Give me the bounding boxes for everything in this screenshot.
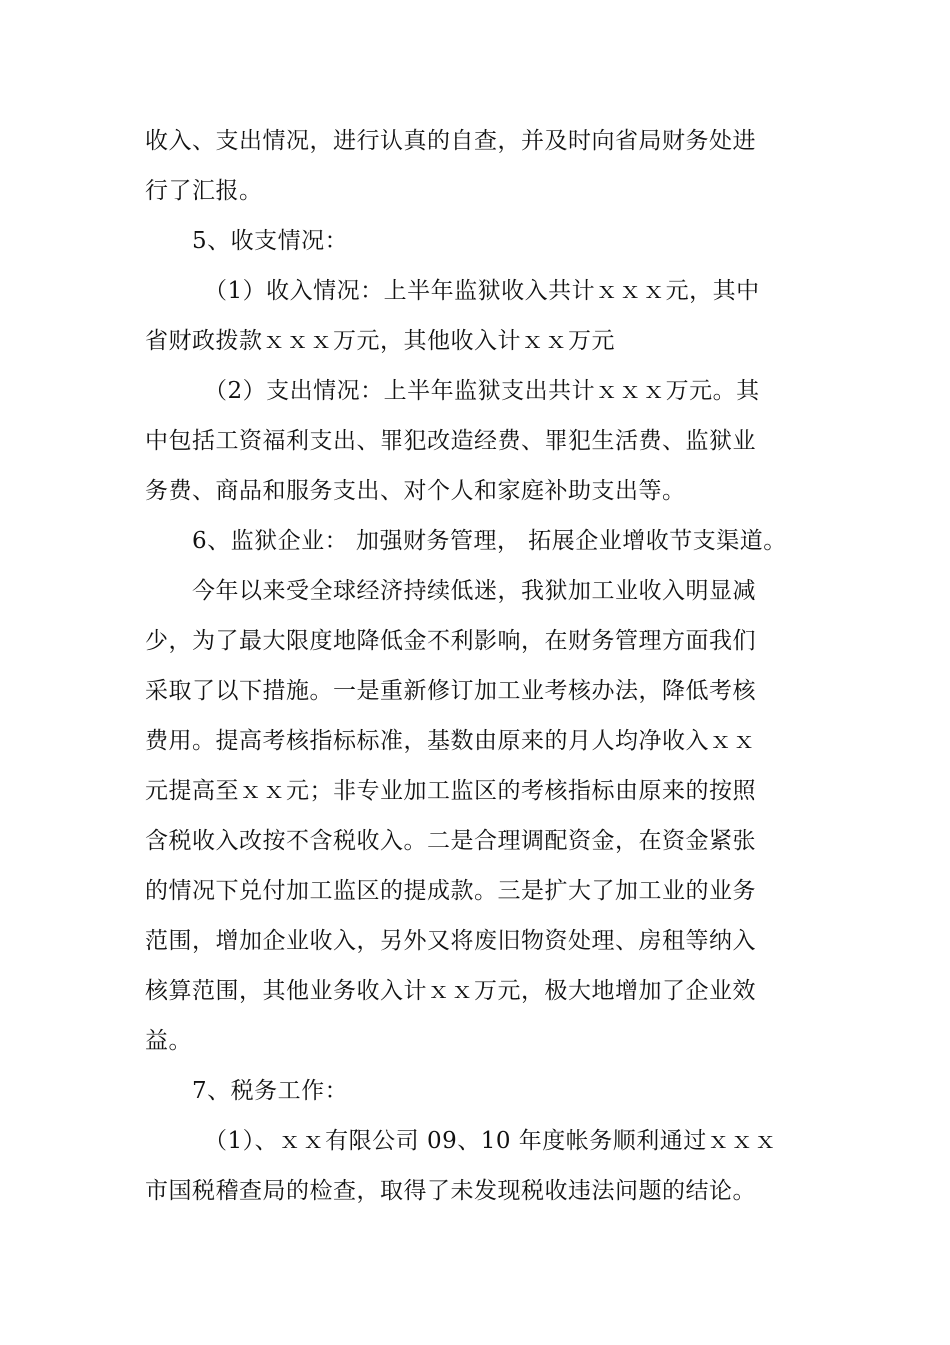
paragraph-line: 中包括工资福利支出、罪犯改造经费、罪犯生活费、监狱业 xyxy=(145,428,756,454)
section-heading: 7、税务工作： xyxy=(192,1078,349,1104)
paragraph-line: 益。 xyxy=(145,1028,192,1054)
paragraph-line: 行了汇报。 xyxy=(145,178,263,204)
paragraph-line: 含税收入改按不含税收入。二是合理调配资金，在资金紧张 xyxy=(145,828,756,854)
paragraph-line: 今年以来受全球经济持续低迷，我狱加工业收入明显减 xyxy=(192,578,756,604)
section-heading: 5、收支情况： xyxy=(192,228,349,254)
paragraph-line: 收入、支出情况，进行认真的自查，并及时向省局财务处进 xyxy=(145,128,756,154)
paragraph-line: 务费、商品和服务支出、对个人和家庭补助支出等。 xyxy=(145,478,686,504)
paragraph-line: 的情况下兑付加工监区的提成款。三是扩大了加工业的业务 xyxy=(145,878,756,904)
paragraph-line: 采取了以下措施。一是重新修订加工业考核办法，降低考核 xyxy=(145,678,756,704)
paragraph-line: 费用。提高考核指标标准，基数由原来的月人均净收入ｘｘ xyxy=(145,728,756,754)
paragraph-line: 少，为了最大限度地降低金不利影响，在财务管理方面我们 xyxy=(145,628,756,654)
paragraph-line: （2）支出情况：上半年监狱支出共计ｘｘｘ万元。其 xyxy=(204,378,760,404)
paragraph-line: 市国税稽查局的检查，取得了未发现税收违法问题的结论。 xyxy=(145,1178,756,1204)
paragraph-line: 范围，增加企业收入，另外又将废旧物资处理、房租等纳入 xyxy=(145,928,756,954)
paragraph-line: 省财政拨款ｘｘｘ万元，其他收入计ｘｘ万元 xyxy=(145,328,615,354)
section-heading: 6、监狱企业： 加强财务管理， 拓展企业增收节支渠道。 xyxy=(192,528,787,554)
paragraph-line: （1）、ｘｘ有限公司 09、10 年度帐务顺利通过ｘｘｘ xyxy=(204,1128,778,1154)
paragraph-line: 元提高至ｘｘ元；非专业加工监区的考核指标由原来的按照 xyxy=(145,778,756,804)
paragraph-line: （1）收入情况：上半年监狱收入共计ｘｘｘ元，其中 xyxy=(204,278,760,304)
paragraph-line: 核算范围，其他业务收入计ｘｘ万元，极大地增加了企业效 xyxy=(145,978,756,1004)
